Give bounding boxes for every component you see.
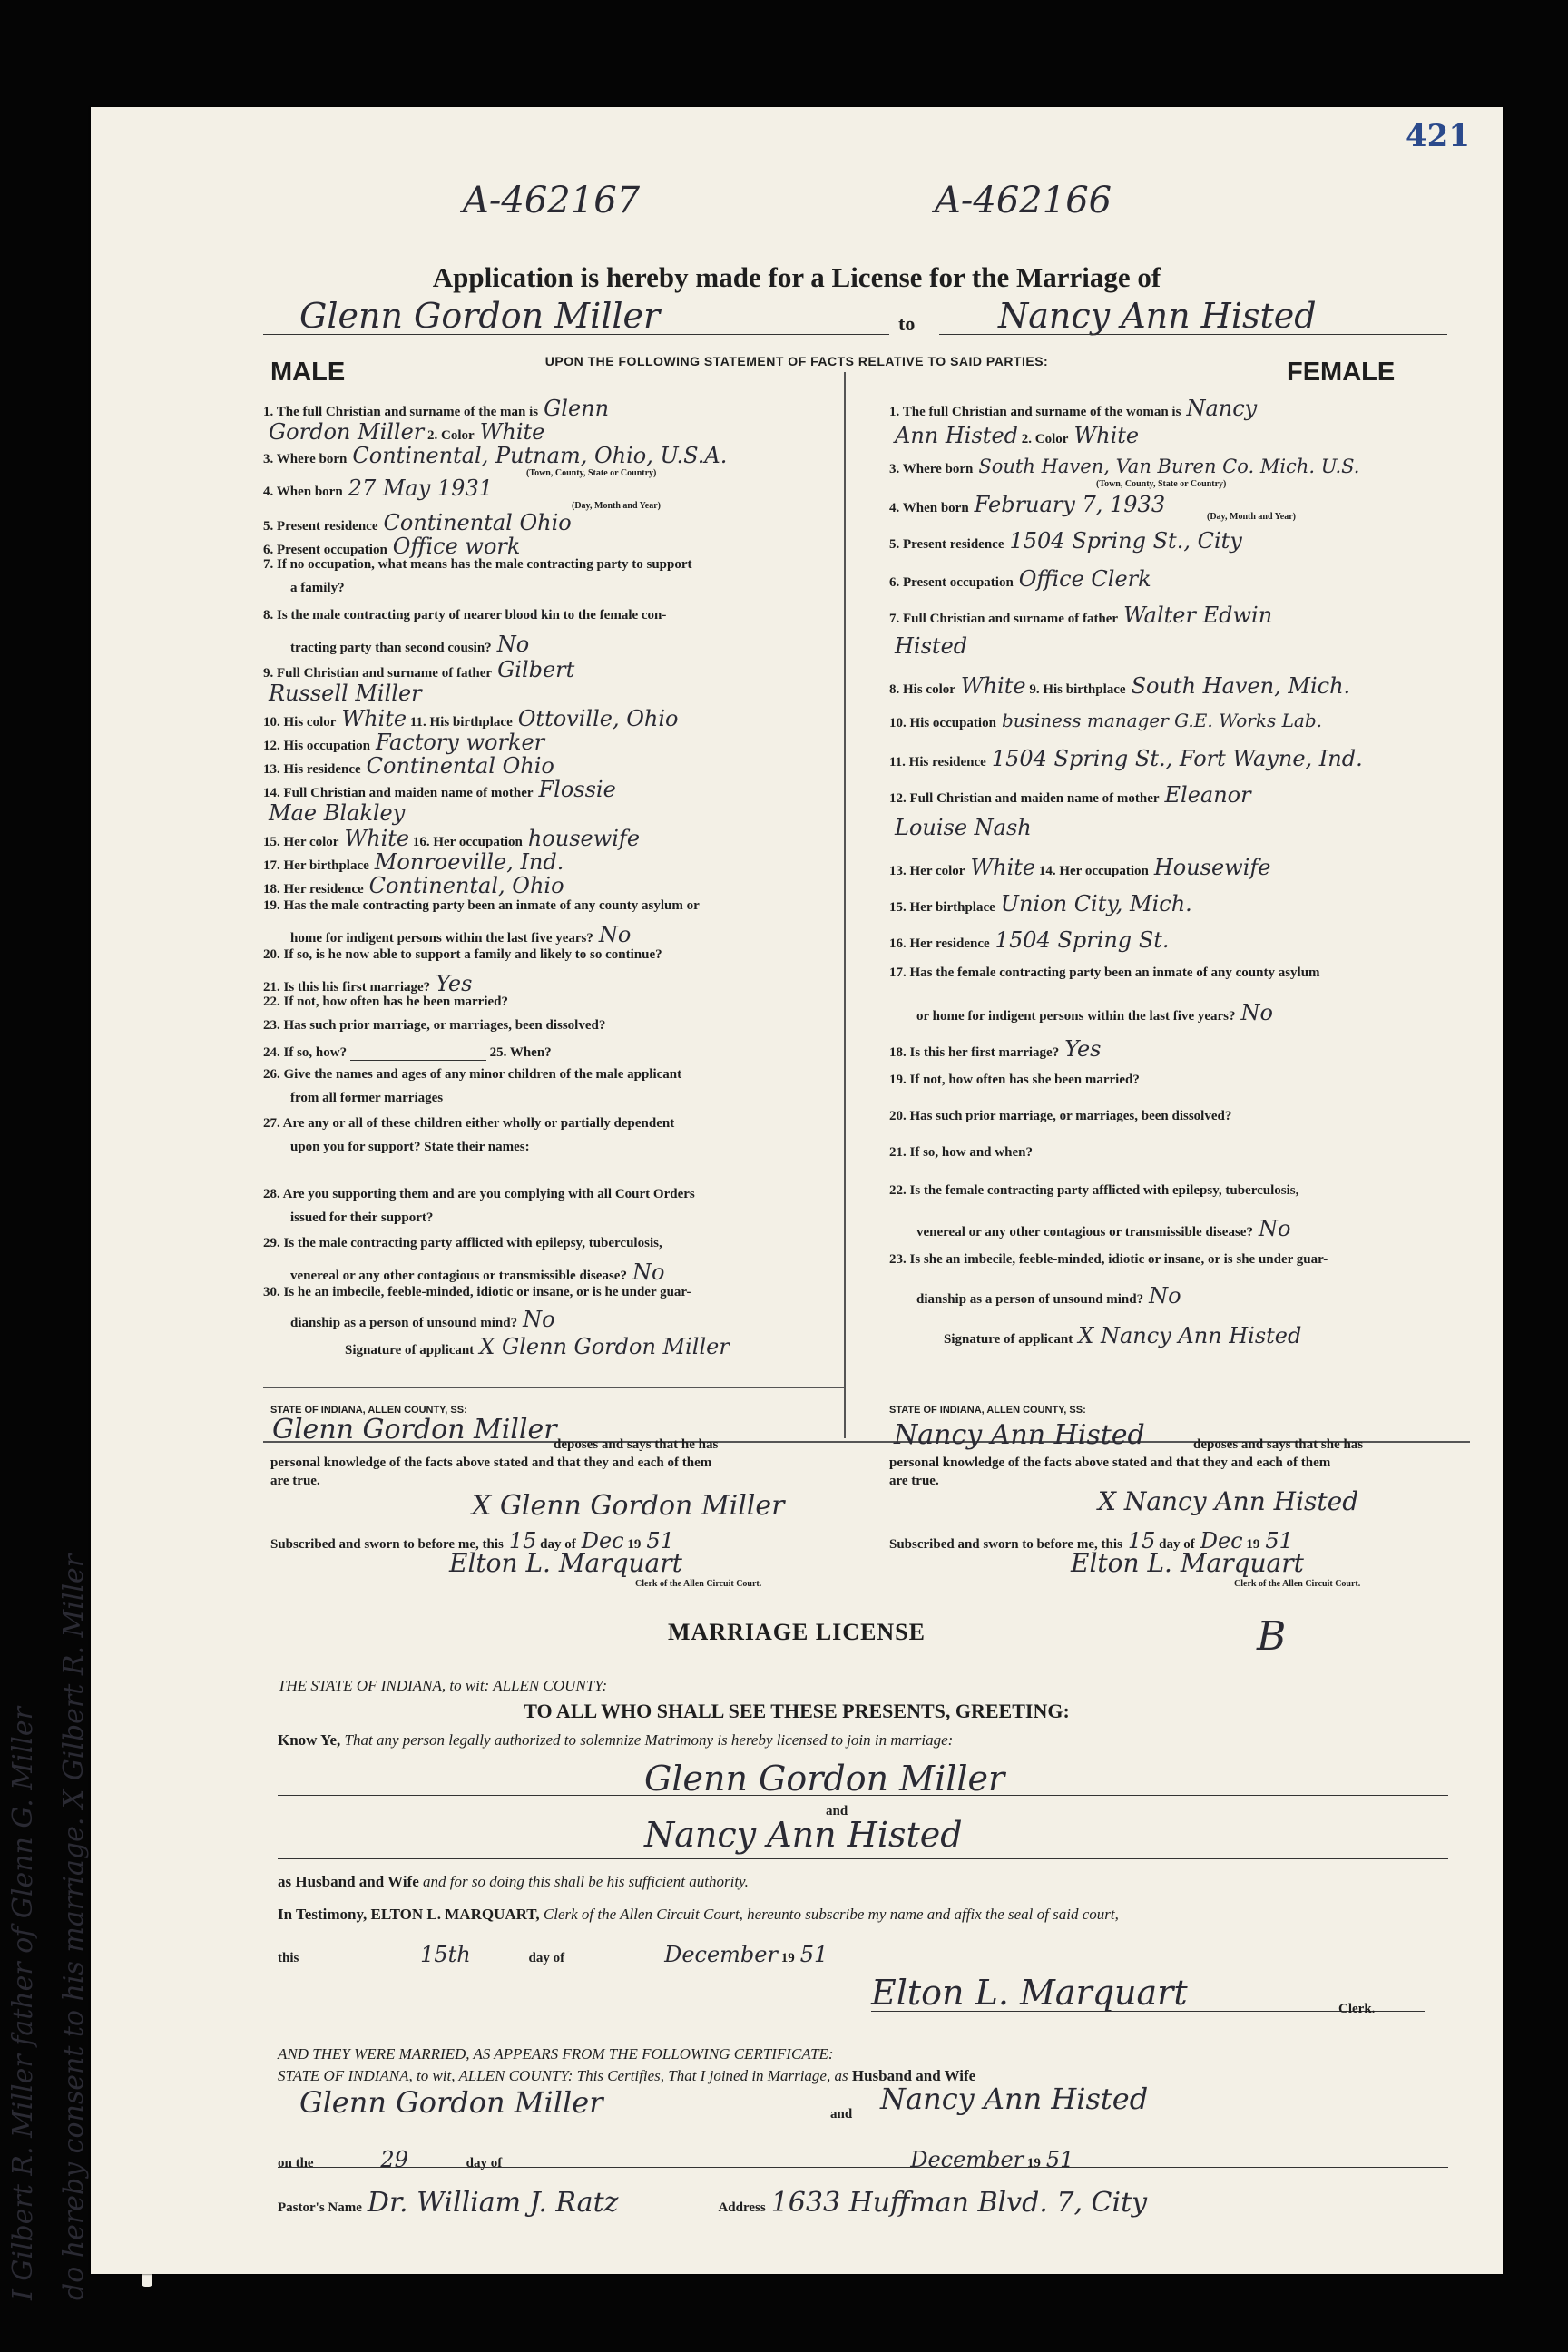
bride-name: Nancy Ann Histed (998, 296, 1317, 336)
license-title: MARRIAGE LICENSE (668, 1619, 926, 1645)
male-signature: X Glenn Gordon Miller (479, 1334, 730, 1359)
mother-name: Mae Blakley (269, 800, 406, 826)
clerk-signature-male: Elton L. Marquart (449, 1548, 682, 1578)
greeting: TO ALL WHO SHALL SEE THESE PRESENTS, GREETING: (524, 1700, 1070, 1722)
female-affidavit-signature: X Nancy Ann Histed (1098, 1486, 1359, 1516)
license-groom: Glenn Gordon Miller (644, 1759, 1005, 1798)
female-surname: Ann Histed (895, 423, 1019, 448)
female-residence: 1504 Spring St., City (1009, 528, 1242, 554)
father-consent-note: I Gilbert R. Miller father of Glenn G. Miller do hereby consent to his marriage. X Gilbert R. Miller (7, 1553, 90, 2300)
female-color: White (1073, 423, 1140, 448)
marriage-record-page: 421 A-462167 A-462166 Application is hereby made for a License for the Marriage of Glenn Gordon Miller to Nancy Ann Histed MALE FEMALE UPON THE FOLLOWING STATEMENT OF FACTS RELATIVE TO SAID PARTIES: 1. The full Christian and surname of the man is Glenn Gordon Miller 2. Color White 3. Where born Continental, Putnam, Ohio, U.S.A. (Town, County, State or Country) 4. When born 27 May 1931 (Day, Month and Year) 5. Present residence Continental Ohio 6. Present occupation Office work 7. If no occupation, what means has the male contracting party to support a family? 8. Is the male contracting party of nearer blood kin to the female con- tracting party than second cousin? No 9. Full Christian and surname of father Gilbert Russell Miller 10. His color White 11. His birthplace Ottoville, Ohio 12. His occupation Factory worker 13. His residence Continental Ohio 14. Full Christian and maiden name of mother Flossie Mae Blakley 15. Her color White 16. Her occupation housewife 17. Her birthplace Monroeville, Ind. 18. Her residence Continental, Ohio 19. Has the male contracting party been an inmate of any county asylum or home for indigent persons within the last five years? No 20. If so, is he now able to support a family and likely to so continue? 21. Is this his first marriage? Yes 22. If not, how often has he been married? 23. Has such prior marriage, or marriages, been dissolved? 24. If so, how? 25. When? 26. Give the names and ages of any minor children of the male applicant from all former marriages 27. Are any or all of these children either wholly or partially dependent upon you for support? State their names: 28. Are you supporting them and are you complying with all Court Orders issued for their support? 29. Is the male contracting party afflicted with epilepsy, tuberculosis, venereal or any other contagious or transmissible disease? No 30. Is he an imbecile, feeble-minded, idiotic or insane, or is he under guar- dianship as a person of unsound mind? No Signature of applicant X Glenn Gordon Miller 1. The full Christian and surname of the woman is Nancy Ann Histed 2. Color White 3. Where born South Haven, Van Buren Co. Mich. U.S. (Town, County, State or Country) 4. When born February 7, 1933 (Day, Month and Year) 5. Present residence 1504 Spring St., City 6. Present occupation Office Clerk 7. Full Christian and surname of father Walter Edwin Histed 8. His color White 9. His birthplace South Haven, Mich. 10. His occupation business manager G.E. Works Lab. 11. His residence 1504 Spring St., Fort Wayne, Ind. 12. Full Christian and maiden name of mother Eleanor Louise Nash 13. Her color White 14. Her occupation Housewife 15. Her birthplace Union City, Mich. 16. Her residence 1504 Spring St. 17. Has the female contracting party been an inmate of any county asylum or home for indigent persons within the last five years? No 18. Is this her first marriage? Yes 19. If not, how often has she been married? 20. Has such prior marriage, or marriages, been dissolved? 21. If so, how and when? 22. Is the female contracting party afflicted with epilepsy, tuberculosis, venereal or any other contagious or transmissible disease? No 23. Is she an imbecile, feeble-minded, idiotic or insane, or is she under guar- dianship as a person of unsound mind? No Signature of applicant X Nancy Ann Histed STATE OF INDIANA, ALLEN COUNTY, SS: Glenn Gordon Miller deposes and says that he has personal knowledge of the facts above stated and that they and each of them are true. X Glenn Gordon Miller Subscribed and sworn to before me, this 15 day of Dec 19 51 Elton L. Marquart Clerk of the Allen Circuit Court. STATE OF INDIANA, ALLEN COUNTY, SS: Nancy Ann Histed deposes and says that she has personal knowledge of the facts above stated and that they and each of them are true. X Nancy Ann Histed Subscribed and sworn to before me, this 15 day of Dec 19 51 Elton L. Marquart Clerk of the Allen Circuit Court. MARRIAGE LICENSE B THE STATE OF INDIANA, to wit: ALLEN COUNTY: TO ALL WHO SHALL SEE THESE PRESENTS, GREETING: Know Ye, That any person legally authorized to solemnize Matrimony is hereby licensed to join in marriage: Glenn Gordon Miller and Nancy Ann Histed as Husband and Wife and for so doing this shall be his sufficient authority. In Testimony, ELTON L. MARQUART, Clerk of the Allen Circuit Court, hereunto subscribe my name and affix the seal of said court, this 15th day of December 19 51 Elton L. Marquart Clerk. AND THEY WERE MARRIED, AS APPEARS FROM THE FOLLOWING CERTIFICATE: STATE OF INDIANA, to wit, ALLEN COUNTY: This Certifies, That I joined in Marriage, as Husband and Wife Glenn Gordon Miller and Nancy Ann Histed on the 29 day of December 19 51 Pastor's Name Dr. William J. Ratz Address 1633 Huffman Blvd. 7, City (91, 107, 1503, 2274)
female-birthplace: South Haven, Van Buren Co. Mich. U.S. (978, 456, 1360, 477)
certificate-bride: Nancy Ann Histed (880, 2082, 1149, 2116)
male-birthplace: Continental, Putnam, Ohio, U.S.A. (352, 443, 728, 468)
application-title: Application is hereby made for a License for the Marriage of (432, 261, 1161, 293)
male-color: White (479, 419, 545, 445)
to-word: to (898, 312, 916, 335)
male-affidavit-signature: X Glenn Gordon Miller (472, 1490, 785, 1522)
license-bride: Nancy Ann Histed (644, 1815, 963, 1855)
clerk-signature-female: Elton L. Marquart (1071, 1548, 1304, 1578)
pastor-address: 1633 Huffman Blvd. 7, City (770, 2187, 1148, 2219)
female-label: FEMALE (1287, 358, 1396, 387)
ref-number-right: A-462166 (935, 180, 1112, 221)
upon-statement: UPON THE FOLLOWING STATEMENT OF FACTS RELATIVE TO SAID PARTIES: (544, 354, 1049, 368)
female-occupation: Office Clerk (1018, 566, 1152, 592)
bride-father-name: Histed (895, 633, 968, 659)
male-label: MALE (270, 358, 346, 387)
female-signature: X Nancy Ann Histed (1078, 1323, 1302, 1348)
male-surname: Gordon Miller (269, 419, 425, 445)
clerk-initial: B (1257, 1613, 1287, 1660)
father-name: Russell Miller (269, 681, 422, 706)
male-residence: Continental Ohio (383, 510, 572, 535)
page-number: 421 (1406, 118, 1470, 154)
ref-number-left: A-462167 (463, 180, 641, 221)
clerk-license-signature: Elton L. Marquart (871, 1973, 1188, 2013)
bride-mother-name: Louise Nash (895, 815, 1032, 840)
female-birthdate: February 7, 1933 (974, 492, 1166, 517)
pastor-name: Dr. William J. Ratz (367, 2187, 619, 2219)
male-birthdate: 27 May 1931 (348, 475, 493, 501)
certificate-groom: Glenn Gordon Miller (299, 2085, 603, 2120)
groom-name: Glenn Gordon Miller (299, 296, 661, 336)
male-occupation: Office work (392, 534, 521, 559)
